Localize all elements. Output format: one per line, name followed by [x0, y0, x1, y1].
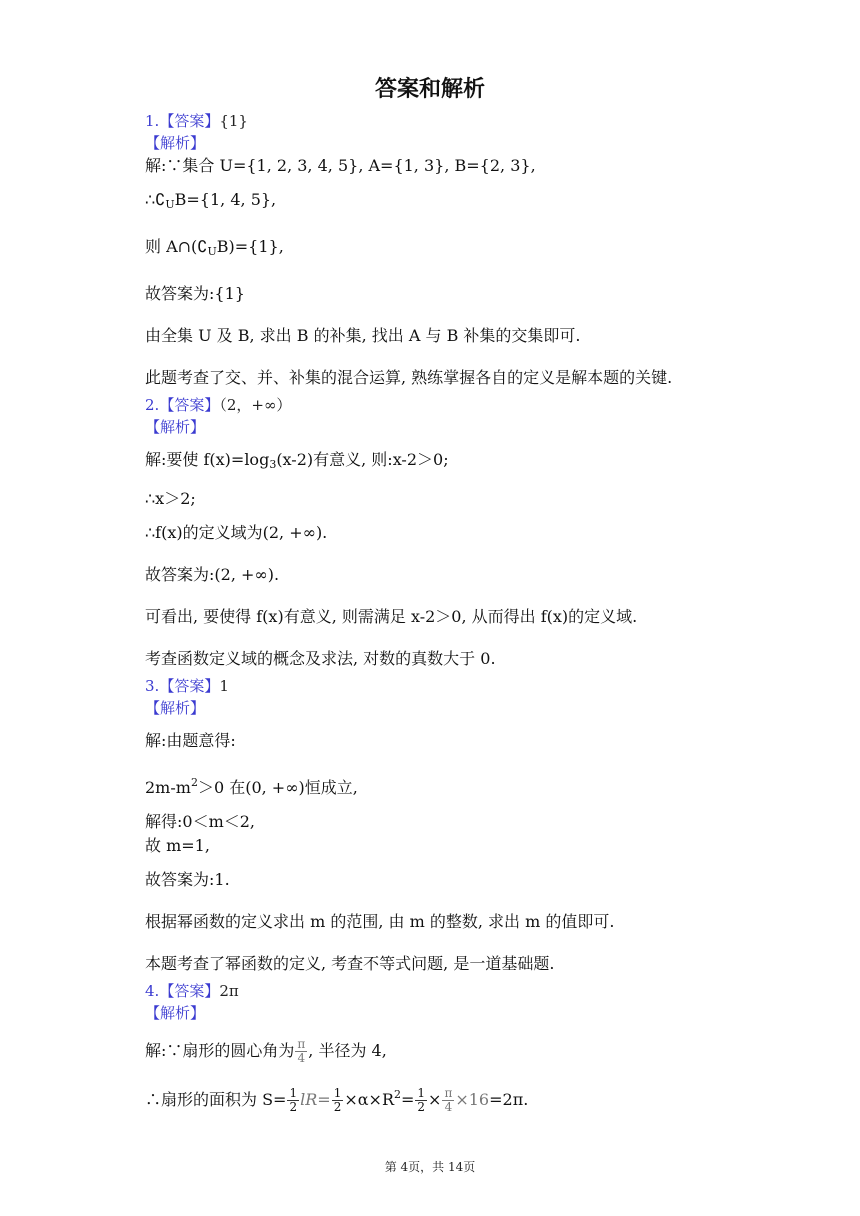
q3-line-6: 根据幂函数的定义求出 m 的范围, 由 m 的整数, 求出 m 的值即可.	[145, 912, 615, 931]
q2-answer-value: （2，+∞）	[219, 396, 292, 414]
q3-answer-value: 1	[219, 677, 229, 695]
q3-line-2-a: 2m-m	[145, 778, 191, 797]
q4-line-2-a: ∴扇形的面积为 S=	[145, 1090, 287, 1109]
q4-analysis-heading: 【解析】	[145, 1004, 206, 1022]
q2-line-5: 可看出, 要使得 f(x)有意义, 则需满足 x-2＞0, 从而得出 f(x)的定义域.	[145, 607, 638, 626]
q4-frac-3-num: 1	[417, 1086, 426, 1100]
q3-line-3: 解得:0＜m＜2,	[145, 812, 256, 831]
q4-line-1-b: , 半径为 4,	[308, 1041, 387, 1060]
q2-line-1-b: (x-2)有意义, 则:x-2＞0;	[276, 450, 449, 469]
q1-answer-heading	[145, 110, 745, 132]
q2-line-2: ∴x＞2;	[145, 489, 196, 508]
q2-number: 2.	[145, 396, 160, 414]
q4-times: ×	[428, 1090, 442, 1109]
q3-line-1: 解:由题意得:	[145, 731, 236, 750]
q3-line-7: 本题考查了幂函数的定义, 考查不等式问题, 是一道基础题.	[145, 954, 555, 973]
q1-line-2	[145, 188, 745, 217]
q4-frac-4	[442, 1087, 454, 1114]
q1-line-2-b: B={1, 4, 5},	[174, 190, 277, 209]
q2-line-1	[145, 448, 745, 477]
q4-tail-gray: ×16	[455, 1090, 490, 1109]
q4-frac-2	[332, 1087, 344, 1114]
answer-label: 【答案】	[159, 982, 220, 1000]
q1-analysis-heading: 【解析】	[145, 134, 206, 152]
q4-answer-value: 2π	[219, 982, 239, 1000]
answer-label: 【答案】	[159, 677, 220, 695]
q4-frac-1-num: 1	[289, 1086, 298, 1100]
q4-eq-2: =	[401, 1090, 415, 1109]
q3-line-2	[145, 771, 745, 800]
q4-lr: lR	[300, 1090, 318, 1109]
q1-line-4: 故答案为:{1}	[145, 284, 245, 303]
q4-line-1-a: 解:∵扇形的圆心角为	[145, 1041, 295, 1060]
q1-line-5: 由全集 U 及 B, 求出 B 的补集, 找出 A 与 B 补集的交集即可.	[145, 326, 581, 345]
q3-line-2-sup: 2	[190, 776, 198, 789]
q1-line-2-sub: U	[165, 198, 175, 211]
q1-line-2-a: ∴∁	[145, 190, 166, 209]
q3-line-2-b: ＞0 在(0, +∞)恒成立,	[197, 778, 358, 797]
q4-angle-fraction	[295, 1038, 307, 1065]
q4-frac-3-den: 2	[417, 1100, 426, 1114]
q3-line-5: 故答案为:1.	[145, 870, 230, 889]
q4-angle-den: 4	[297, 1051, 306, 1065]
q1-number: 1.	[145, 112, 160, 130]
q1-line-1: 解:∵集合 U={1, 2, 3, 4, 5}, A={1, 3}, B={2, 3},	[145, 156, 536, 175]
q4-angle-num: π	[297, 1037, 306, 1051]
q4-frac-4-num: π	[444, 1086, 453, 1100]
q2-line-1-a: 解:要使 f(x)=log	[145, 450, 270, 469]
q4-tail: =2π.	[489, 1090, 529, 1109]
q4-frac-2-num: 1	[333, 1086, 342, 1100]
q2-line-3: ∴f(x)的定义域为(2, +∞).	[145, 523, 328, 542]
q4-line-1	[145, 1034, 745, 1068]
q4-frac-3	[415, 1087, 427, 1114]
q1-line-3-sub: U	[207, 245, 217, 258]
q1-answer-value: {1}	[219, 112, 248, 130]
q1-line-3-b: B)={1},	[216, 237, 284, 256]
page-footer: 第 4页，共 14页	[384, 1160, 476, 1174]
q2-line-4: 故答案为:(2, +∞).	[145, 565, 280, 584]
q4-frac-1	[287, 1087, 299, 1114]
q4-line-2	[145, 1078, 745, 1117]
q3-analysis-heading: 【解析】	[145, 699, 206, 717]
q4-frac-1-den: 2	[289, 1100, 298, 1114]
q2-line-1-sub: 3	[269, 458, 277, 471]
q2-analysis-heading: 【解析】	[145, 418, 206, 436]
answer-label: 【答案】	[159, 112, 220, 130]
answer-label: 【答案】	[159, 396, 220, 414]
q4-number: 4.	[145, 982, 160, 1000]
q1-line-3	[145, 235, 745, 264]
q4-mid: ×α×R	[344, 1090, 394, 1109]
q1-line-6: 此题考查了交、并、补集的混合运算, 熟练掌握各自的定义是解本题的关键.	[145, 368, 673, 387]
q1-line-3-a: 则 A∩(∁	[145, 237, 208, 256]
q4-frac-2-den: 2	[333, 1100, 342, 1114]
q4-eq: =	[317, 1090, 331, 1109]
q2-answer-heading	[145, 394, 745, 416]
q4-frac-4-den: 4	[444, 1100, 453, 1114]
solutions-content	[145, 110, 745, 1117]
q2-line-6: 考查函数定义域的概念及求法, 对数的真数大于 0.	[145, 649, 496, 668]
page-title: 答案和解析	[374, 77, 485, 102]
q4-answer-heading	[145, 980, 745, 1002]
q3-answer-heading	[145, 675, 745, 697]
q3-line-4: 故 m=1,	[145, 836, 210, 855]
q4-sup: 2	[394, 1088, 401, 1101]
q3-number: 3.	[145, 677, 160, 695]
